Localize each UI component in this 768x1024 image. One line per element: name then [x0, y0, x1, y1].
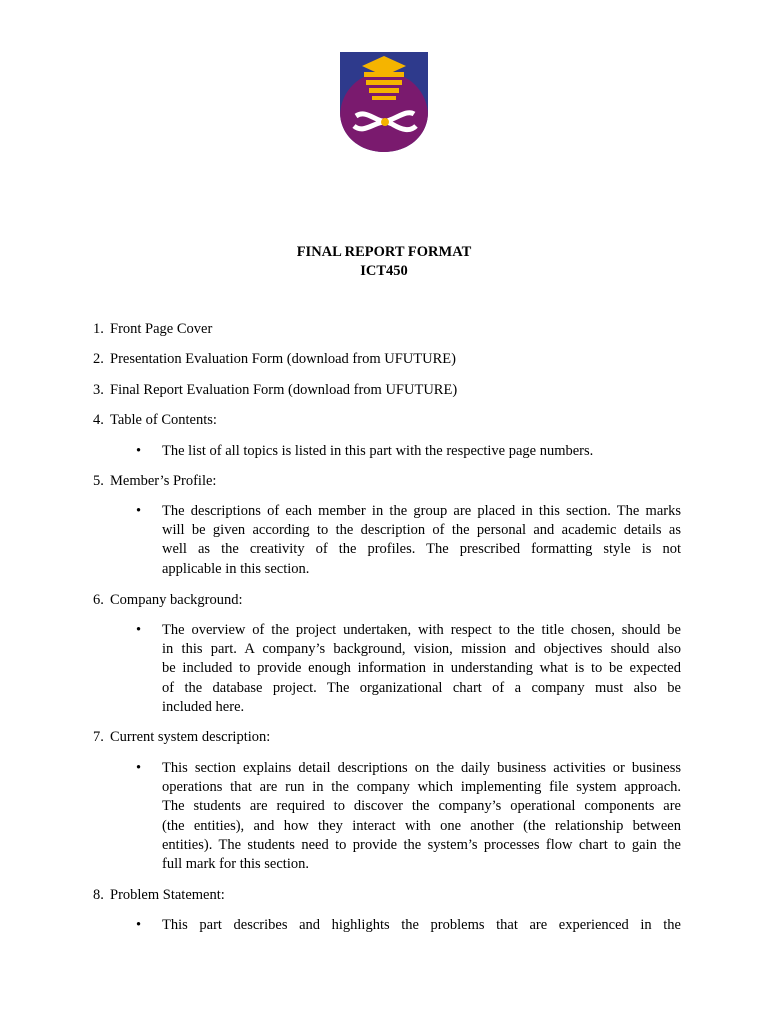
bullet-line: applicable in this section. — [162, 560, 310, 577]
bullet-line: entities). The students need to provide the system’s processes flow chart to gain the — [162, 836, 681, 853]
item-label: Presentation Evaluation Form (download from UFUTURE) — [110, 351, 456, 367]
title-line-1: FINAL REPORT FORMAT — [296, 244, 472, 260]
bullet-line: (the entities), and how they interact with one another (the relationship between — [162, 817, 681, 834]
bullet-symbol: • — [136, 443, 142, 459]
bullet-line: be included to provide enough information in understanding what is to be expected — [162, 660, 681, 677]
list-item — [93, 350, 693, 369]
bullet-line: The students are required to discover the company’s operational components are — [162, 798, 681, 815]
list-item — [93, 886, 693, 905]
university-crest-logo — [338, 50, 430, 154]
item-label: Final Report Evaluation Form (download from UFUTURE) — [110, 382, 458, 398]
item-label: Member’s Profile: — [110, 473, 217, 489]
item-label: Company background: — [110, 592, 243, 608]
list-item — [93, 320, 693, 339]
title-line-2: ICT450 — [360, 263, 408, 279]
bullet-line: well as the creativity of the profiles. The prescribed formatting style is not — [162, 541, 681, 558]
bullet-symbol: • — [136, 503, 142, 519]
item-number: 6. — [93, 592, 104, 608]
item-number: 8. — [93, 887, 104, 903]
bullet-symbol: • — [136, 760, 142, 776]
bullet-line: included here. — [162, 698, 245, 715]
list-item — [93, 381, 693, 400]
bullet-line: will be given according to the description of the personal and academic details as — [162, 522, 681, 539]
item-label: Front Page Cover — [110, 321, 213, 337]
item-label: Problem Statement: — [110, 887, 225, 903]
item-label: Table of Contents: — [110, 412, 217, 428]
item-number: 3. — [93, 382, 104, 398]
bullet-line: of the database project. The organizational chart of a company must also be — [162, 679, 681, 696]
list-item — [93, 728, 693, 747]
list-item — [93, 591, 693, 610]
bullet-line: The descriptions of each member in the group are placed in this section. The marks — [162, 503, 681, 519]
bullet-line: The overview of the project undertaken, with respect to the title chosen, should be — [162, 622, 681, 638]
list-item — [93, 472, 693, 491]
item-number: 1. — [93, 321, 104, 337]
item-number: 4. — [93, 412, 104, 428]
bullet-line: in this part. A company’s background, vision, mission and objectives should also — [162, 641, 681, 658]
document-title — [0, 243, 768, 281]
bullet-line: full mark for this section. — [162, 855, 309, 872]
bullet-line: operations that are run in the company which implementing file system approach. — [162, 779, 681, 796]
bullet-symbol: • — [136, 622, 142, 638]
bullet-symbol: • — [136, 917, 142, 933]
item-label: Current system description: — [110, 729, 271, 745]
bullet-line: This section explains detail descriptions on the daily business activities or business — [162, 760, 681, 776]
item-number: 2. — [93, 351, 104, 367]
bullet-line: The list of all topics is listed in this part with the respective page numbers. — [162, 443, 594, 459]
bullet-line: This part describes and highlights the problems that are experienced in the — [162, 917, 681, 933]
list-item — [93, 411, 693, 430]
item-number: 7. — [93, 729, 104, 745]
item-number: 5. — [93, 473, 104, 489]
